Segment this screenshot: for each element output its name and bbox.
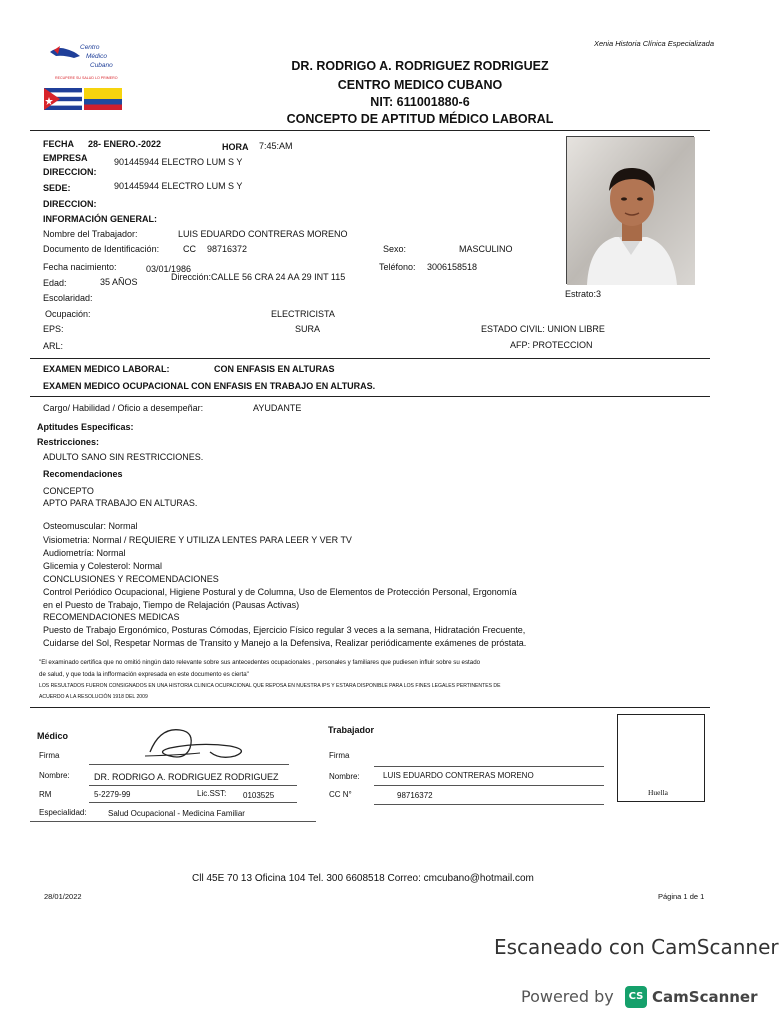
trabajador-value: LUIS EDUARDO CONTRERAS MORENO xyxy=(178,229,348,239)
sede-label: SEDE: xyxy=(43,183,71,193)
finding-line: Puesto de Trabajo Ergonómico, Posturas Cómodas, Ejercicio Físico regular 3 veces a la semana, Hidratación Frecuente, xyxy=(43,625,526,635)
logo-text-medico: Médico xyxy=(86,53,107,60)
nacimiento-label: Fecha nacimiento: xyxy=(43,262,117,272)
colombia-flag-icon xyxy=(84,88,122,110)
camscanner-brand: CamScanner xyxy=(652,988,758,1006)
huella-label: Huella xyxy=(648,788,668,797)
nacimiento-value: 03/01/1986 xyxy=(146,264,192,274)
header-tagline: Xenia Historia Clínica Especializada xyxy=(593,39,714,48)
trabajador-nombre-label: Nombre: xyxy=(329,772,360,781)
fecha-value: 28- ENERO.-2022 xyxy=(88,139,162,149)
examen-ocupacional: EXAMEN MEDICO OCUPACIONAL CON ENFASIS EN TRABAJO EN ALTURAS. xyxy=(43,381,376,391)
direccion-label: DIRECCION: xyxy=(43,167,97,177)
medico-firma-line xyxy=(89,764,289,765)
trabajador-cc-line xyxy=(374,804,604,805)
examen-label: EXAMEN MEDICO LABORAL: xyxy=(43,364,170,374)
powered-by-text: Powered by xyxy=(521,987,614,1006)
eps-value: SURA xyxy=(295,324,321,334)
empresa-label: EMPRESA xyxy=(43,153,88,163)
estado-civil-text: ESTADO CIVIL: UNION LIBRE xyxy=(481,324,605,334)
doc-id-label: Documento de Identificación: xyxy=(43,244,160,254)
restricciones-label: Restricciones: xyxy=(37,437,100,447)
medico-rm-label: RM xyxy=(39,790,52,799)
finding-line: CONCLUSIONES Y RECOMENDACIONES xyxy=(43,574,219,584)
aptitudes-label: Aptitudes Especificas: xyxy=(37,422,134,432)
hora-value: 7:45:AM xyxy=(259,141,293,151)
doc-id-type: CC xyxy=(183,244,196,254)
footer-page: Página 1 de 1 xyxy=(658,892,705,901)
sede-value: 901445944 ELECTRO LUM S Y xyxy=(114,181,243,191)
doc-id-value: 98716372 xyxy=(207,244,248,254)
nit-title: NIT: 611001880-6 xyxy=(370,95,470,109)
finding-line: Control Periódico Ocupacional, Higiene Postural y de Columna, Uso de Elementos de Protección Personal, Ergonomía xyxy=(43,587,517,597)
medico-rm-line xyxy=(89,802,297,803)
center-name-title: CENTRO MEDICO CUBANO xyxy=(337,78,503,92)
medico-heading: Médico xyxy=(37,731,69,741)
medico-licsst-value: 0103525 xyxy=(243,791,275,800)
camscanner-logo-icon xyxy=(625,986,647,1008)
edad-label: Edad: xyxy=(43,278,67,288)
ocupacion-value: ELECTRICISTA xyxy=(271,309,335,319)
medico-especialidad-line xyxy=(30,821,316,822)
finding-line: Glicemia y Colesterol: Normal xyxy=(43,561,163,571)
finding-line: Audiometría: Normal xyxy=(43,548,126,558)
medico-especialidad-value: Salud Ocupacional - Medicina Familiar xyxy=(108,809,245,818)
info-divider xyxy=(30,358,710,359)
trabajador-cc-value: 98716372 xyxy=(397,791,433,800)
disclaimer-divider xyxy=(30,707,710,708)
camscanner-badge-text: CS xyxy=(628,991,644,1002)
medico-nombre-label: Nombre: xyxy=(39,771,70,780)
direccion3-text: Dirección:CALLE 56 CRA 24 AA 29 INT 115 xyxy=(171,272,346,282)
logo-subtitle: RECUPERE SU SALUD LO PRIMERO xyxy=(55,76,118,80)
disclaimer-line: "El examinado certifica que no omitió ningún dato relevante sobre sus antecedentes ocupacionales , personales y familiares que pudiesen influir sobre su estado xyxy=(39,659,481,666)
restricciones-value: ADULTO SANO SIN RESTRICCIONES. xyxy=(43,452,204,462)
medico-nombre-line xyxy=(89,785,297,786)
trabajador-label: Nombre del Trabajador: xyxy=(43,229,138,239)
document-title: CONCEPTO DE APTITUD MÉDICO LABORAL xyxy=(286,112,554,126)
disclaimer-line: ACUERDO A LA RESOLUCIÓN 1918 DEL 2009 xyxy=(39,694,148,700)
finding-line: Cuidarse del Sol, Respetar Normas de Transito y Manejo a la Defensiva, Realizar periódicamente exámenes de próstata. xyxy=(43,638,527,648)
doctor-name-title: DR. RODRIGO A. RODRIGUEZ RODRIGUEZ xyxy=(291,59,549,73)
footer-date: 28/01/2022 xyxy=(44,892,82,901)
estrato-text: Estrato:3 xyxy=(565,289,602,299)
trabajador-firma-line xyxy=(374,766,604,767)
trabajador-nombre-value: LUIS EDUARDO CONTRERAS MORENO xyxy=(383,771,534,780)
scanned-with-text: Escaneado con CamScanner xyxy=(494,935,779,959)
disclaimer-line: de salud, y que toda la infformación expresada en este documento es cierta" xyxy=(39,671,249,678)
trabajador-heading: Trabajador xyxy=(328,725,375,735)
medico-signature-image xyxy=(140,722,260,764)
direccion2-label: DIRECCION: xyxy=(43,199,97,209)
edad-value: 35 AÑOS xyxy=(100,277,138,287)
medico-nombre-value: DR. RODRIGO A. RODRIGUEZ RODRIGUEZ xyxy=(94,772,279,782)
finding-line: Visiometria: Normal / REQUIERE Y UTILIZA LENTES PARA LEER Y VER TV xyxy=(43,535,352,545)
trabajador-nombre-line xyxy=(374,785,604,786)
examen-value: CON ENFASIS EN ALTURAS xyxy=(214,364,335,374)
empresa-value: 901445944 ELECTRO LUM S Y xyxy=(114,157,243,167)
cuba-map-logo xyxy=(50,46,80,58)
finding-line: RECOMENDACIONES MEDICAS xyxy=(43,612,180,622)
telefono-label: Teléfono: xyxy=(379,262,416,272)
recomendaciones-label: Recomendaciones xyxy=(43,469,123,479)
escolaridad-label: Escolaridad: xyxy=(43,293,93,303)
logo-text-centro: Centro xyxy=(80,44,100,51)
finding-line: en el Puesto de Trabajo, Tiempo de Relajación (Pausas Activas) xyxy=(43,600,300,610)
exam-divider xyxy=(30,396,710,397)
medico-rm-value: 5-2279-99 xyxy=(94,790,131,799)
fecha-label: FECHA xyxy=(43,139,74,149)
footer-address: Cll 45E 70 13 Oficina 104 Tel. 300 6608518 Correo: cmcubano@hotmail.com xyxy=(192,873,534,884)
header-divider xyxy=(30,130,710,131)
medico-firma-label: Firma xyxy=(39,751,60,760)
afp-text: AFP: PROTECCION xyxy=(510,340,593,350)
concepto-label: CONCEPTO xyxy=(43,486,94,496)
eps-label: EPS: xyxy=(43,324,64,334)
concepto-value: APTO PARA TRABAJO EN ALTURAS. xyxy=(43,498,198,508)
ocupacion-label: Ocupación: xyxy=(45,309,91,319)
cargo-value: AYUDANTE xyxy=(253,403,302,413)
medico-licsst-label: Lic.SST: xyxy=(197,789,227,798)
telefono-value: 3006158518 xyxy=(427,262,478,272)
trabajador-cc-label: CC N° xyxy=(329,790,352,799)
logo-text-cubano: Cubano xyxy=(90,62,113,69)
sexo-value: MASCULINO xyxy=(459,244,513,254)
disclaimer-line: LOS RESULTADOS FUERON CONSIGNADOS EN UNA HISTORIA CLINICA OCUPACIONAL QUE REPOSA EN NUESTRA IPS Y ESTARA DISPONIBLE PARA LOS FINES LEGALES PERTINENTES DE xyxy=(39,683,501,689)
trabajador-firma-label: Firma xyxy=(329,751,350,760)
arl-label: ARL: xyxy=(43,341,64,351)
cuba-flag-icon xyxy=(44,88,82,110)
finding-line: Osteomuscular: Normal xyxy=(43,521,138,531)
cargo-label: Cargo/ Habilidad / Oficio a desempeñar: xyxy=(43,403,204,413)
medico-especialidad-label: Especialidad: xyxy=(39,808,87,817)
hora-label: HORA xyxy=(222,142,249,152)
worker-photo xyxy=(566,136,694,284)
sexo-label: Sexo: xyxy=(383,244,407,254)
info-general-label: INFORMACIÓN GENERAL: xyxy=(43,214,157,224)
